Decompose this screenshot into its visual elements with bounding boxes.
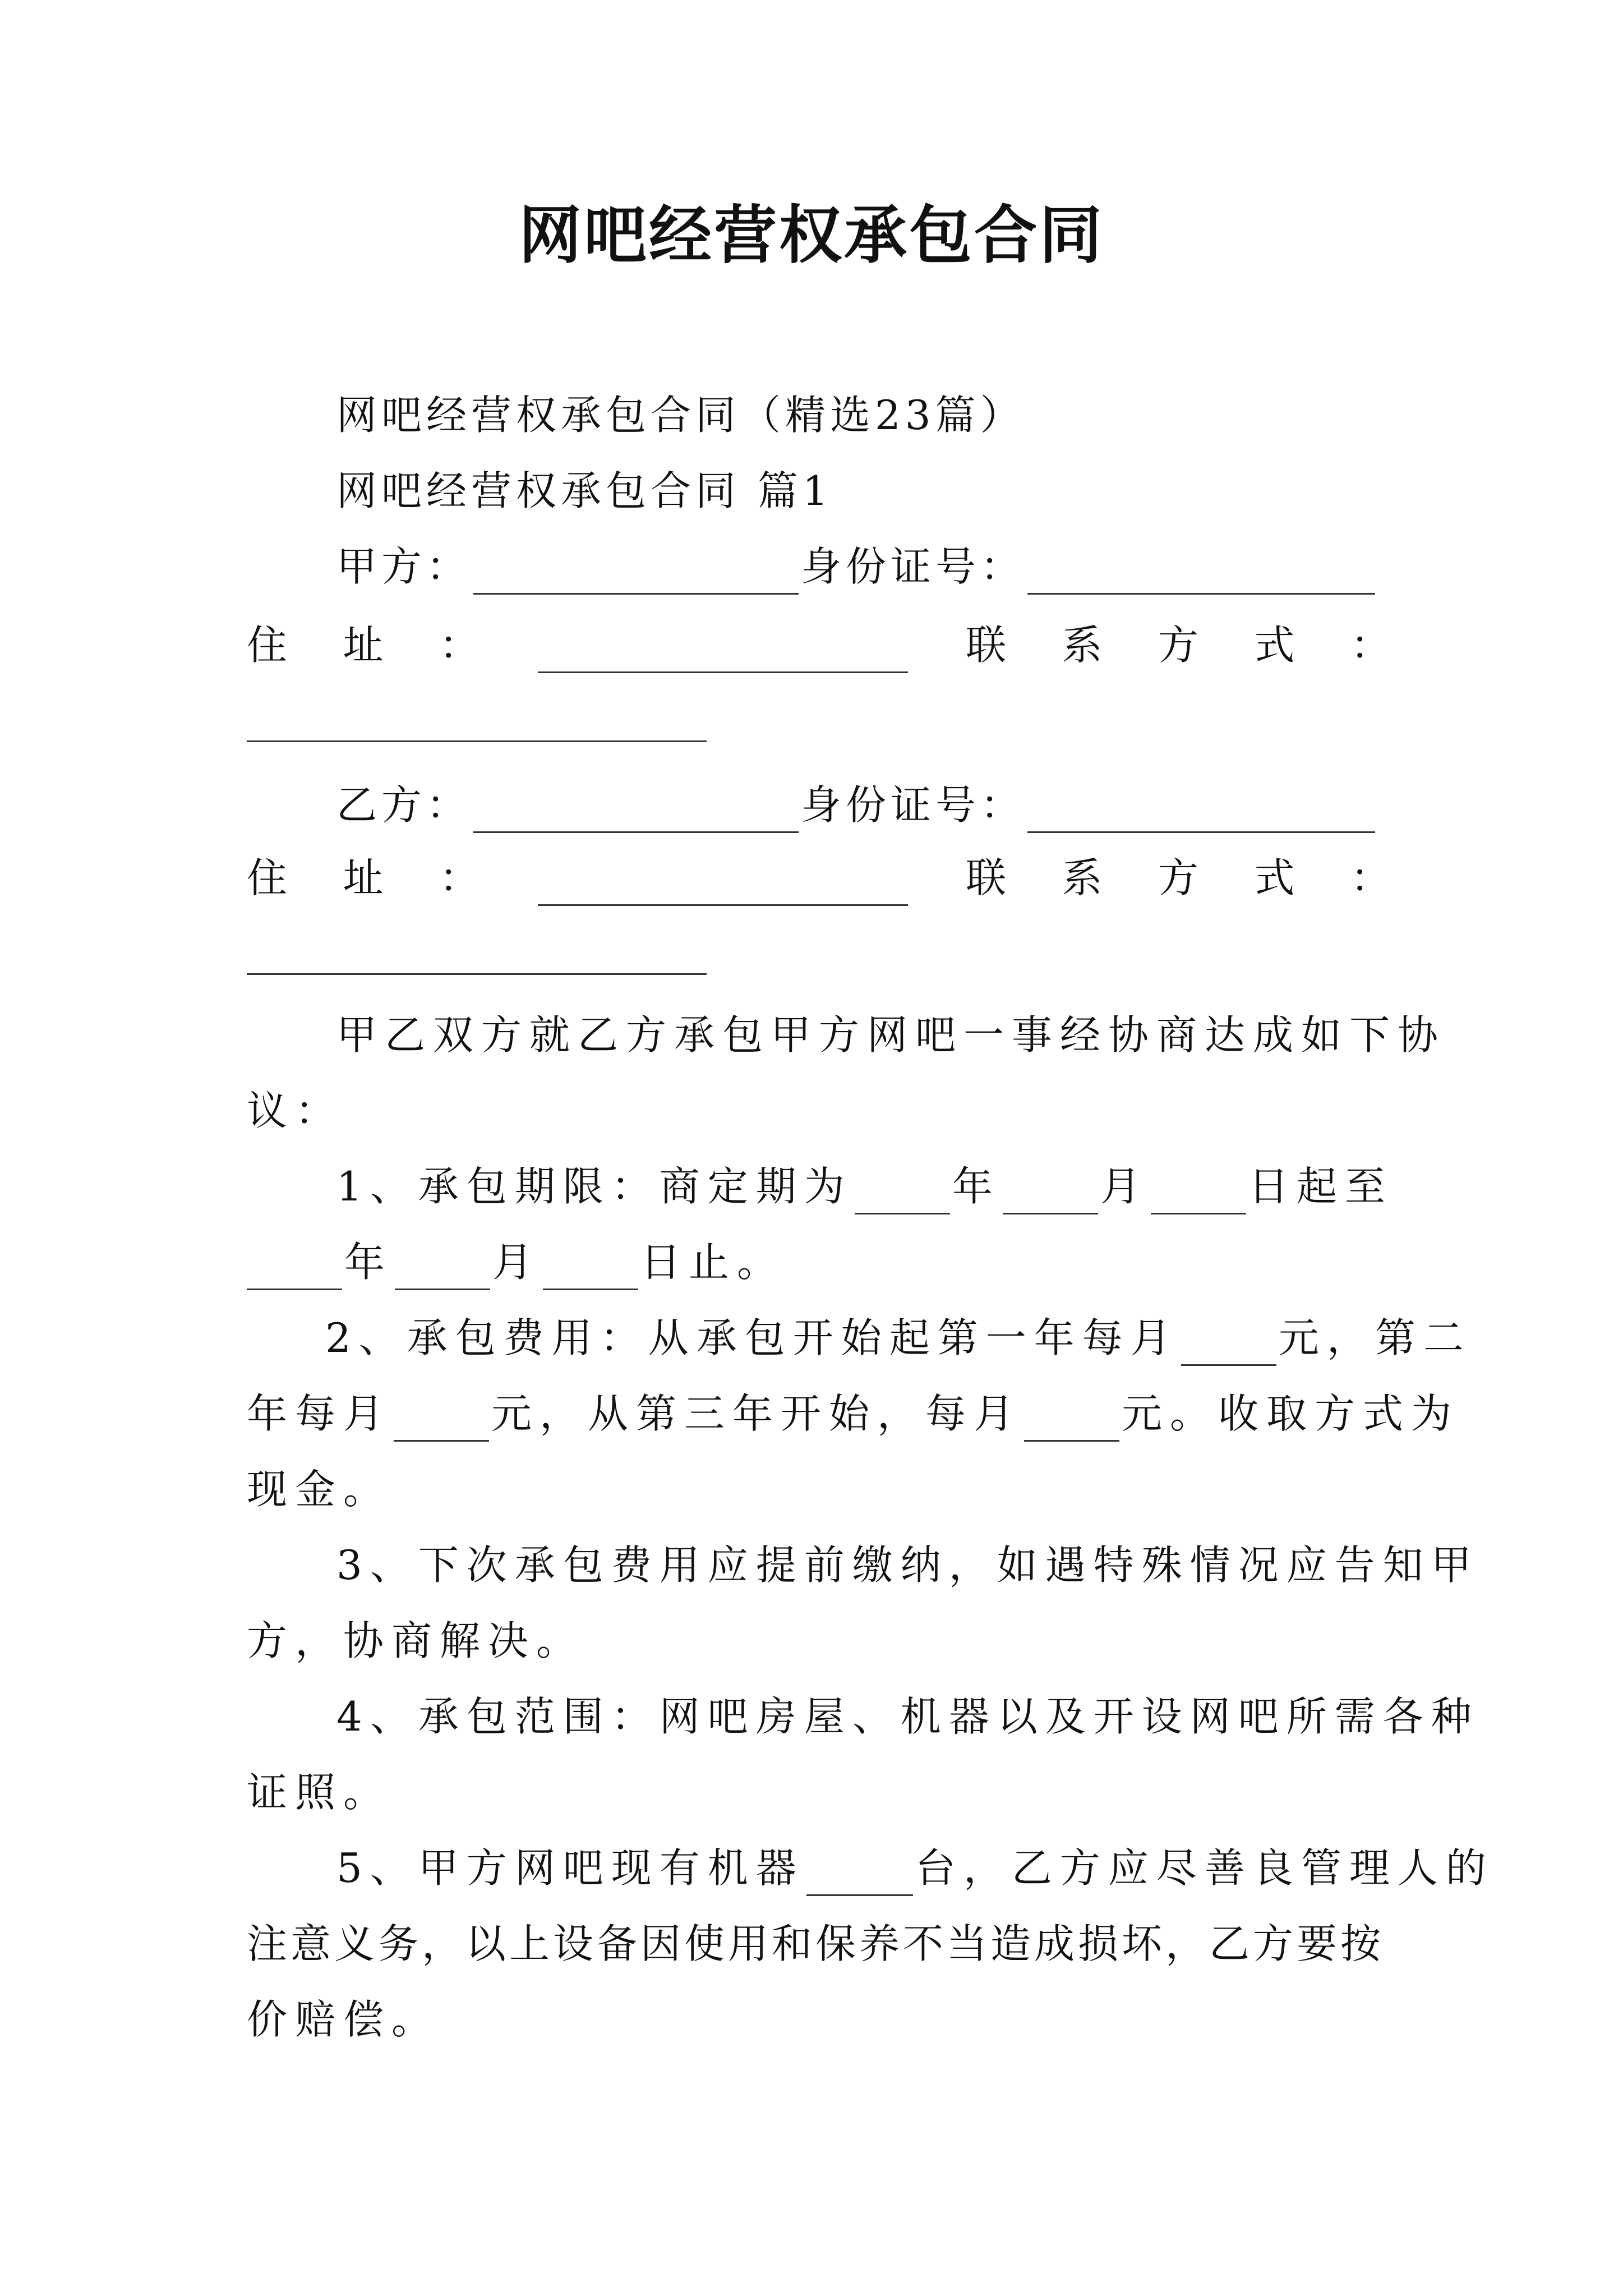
year-label: 年 [952,1163,1000,1210]
party-a-label: 甲方： [336,543,472,590]
clause-2-text: 2、承包费用：从承包开始起第一年每月 [325,1314,1179,1361]
clause-2-text: 元，第二 [1278,1314,1472,1361]
year2-fee-blank[interactable] [394,1401,489,1442]
party-a-id-label: 身份证号： [801,543,1026,590]
clause-5-text: 台，乙方应尽善良管理人的 [915,1844,1494,1892]
year3-fee-blank[interactable] [1024,1401,1119,1442]
contact-char: ： [1350,854,1391,901]
clause-2-text: 元。收取方式为 [1122,1390,1460,1437]
contact-char: 方 [1158,622,1198,669]
party-a-id-blank[interactable] [1027,554,1375,595]
party-b-contact-blank[interactable] [247,973,707,975]
section-heading: 网吧经营权承包合同 篇1 [336,467,833,514]
day-label: 日起至 [1248,1163,1393,1210]
intro-line-1: 甲乙双方就乙方承包甲方网吧一事经协商达成如下协 [336,1011,1446,1059]
party-a-name-blank[interactable] [473,554,799,595]
contact-char: 联 [965,854,1006,901]
contact-char: ： [1350,622,1391,669]
clause-2-line-1 [325,1310,1472,1366]
party-b-address-blank[interactable] [538,865,908,906]
intro-line-2: 议： [247,1087,344,1134]
contact-char: 联 [965,622,1006,669]
end-day-blank[interactable] [543,1249,638,1290]
clause-1-line-2 [247,1234,1391,1290]
machine-count-blank[interactable] [806,1855,913,1896]
contact-char: 式 [1254,622,1295,669]
start-day-blank[interactable] [1151,1174,1246,1214]
day-label: 日止。 [640,1239,786,1286]
party-a-address-row [247,617,1391,673]
end-year-blank[interactable] [247,1249,342,1290]
clause-4-line-2: 证照。 [247,1769,392,1816]
address-char: 址 [343,622,384,669]
clause-5-line-2: 注意义务，以上设备因使用和保养不当造成损坏，乙方要按 [247,1920,1385,1967]
party-b-name-blank[interactable] [473,792,799,833]
clause-2-text: 年每月 [247,1390,392,1437]
clause-2-line-2 [247,1386,1460,1442]
party-a-contact-blank[interactable] [247,740,707,742]
address-char: ： [439,622,480,669]
start-year-blank[interactable] [855,1174,950,1214]
clause-2-text: 元，从第三年开始，每月 [491,1390,1022,1437]
clause-3-line-1: 3、下次承包费用应提前缴纳，如遇特殊情况应告知甲 [336,1542,1479,1589]
address-char: 住 [247,854,288,901]
end-month-blank[interactable] [395,1249,490,1290]
party-b-row [336,777,1391,833]
party-b-label: 乙方： [336,781,472,829]
clause-4-line-1: 4、承包范围：网吧房屋、机器以及开设网吧所需各种 [336,1693,1479,1740]
address-char: 住 [247,622,288,669]
clause-2-line-3: 现金。 [247,1466,392,1513]
clause-5-line-1 [336,1840,1494,1896]
year1-fee-blank[interactable] [1181,1325,1276,1366]
start-month-blank[interactable] [1003,1174,1098,1214]
subtitle: 网吧经营权承包合同（精选23篇） [336,392,1025,439]
month-label: 月 [1100,1163,1149,1210]
party-b-id-label: 身份证号： [801,781,1026,829]
clause-5-text: 5、甲方网吧现有机器 [336,1844,804,1892]
contact-char: 式 [1254,854,1295,901]
contact-char: 系 [1062,622,1103,669]
contact-char: 系 [1062,854,1103,901]
contact-char: 方 [1158,854,1198,901]
party-a-row [336,539,1391,595]
month-label: 月 [492,1239,541,1286]
address-char: 址 [343,854,384,901]
party-b-address-row [247,850,1391,906]
clause-1-line-1 [336,1158,1391,1214]
year-label: 年 [344,1239,393,1286]
party-b-id-blank[interactable] [1027,792,1375,833]
clause-1-text: 1、承包期限：商定期为 [336,1163,852,1210]
clause-3-line-2: 方，协商解决。 [247,1617,585,1664]
address-char: ： [439,854,480,901]
party-a-address-blank[interactable] [538,632,908,673]
clause-5-line-3: 价赔偿。 [247,1996,440,2043]
document-title: 网吧经营权承包合同 [519,199,1104,272]
